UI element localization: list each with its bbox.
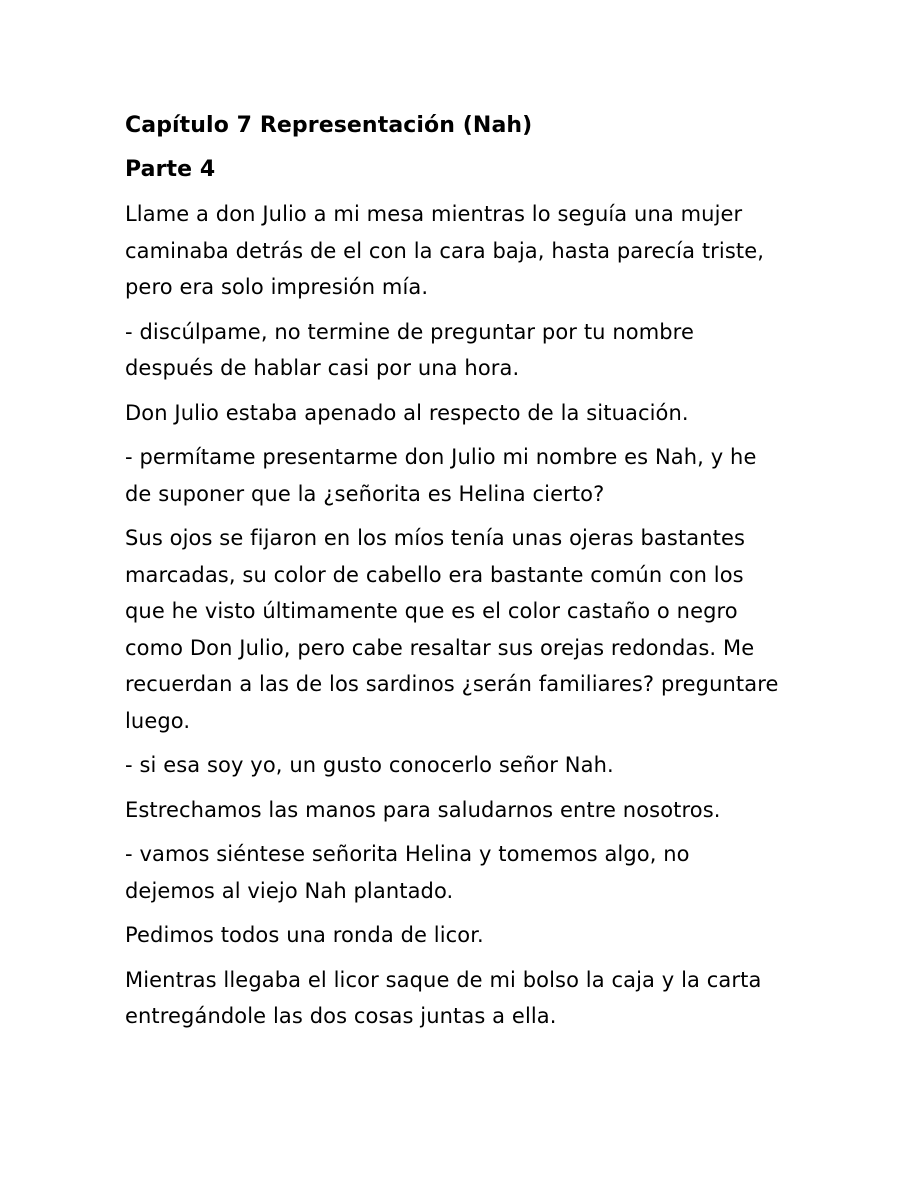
- paragraph: - permítame presentarme don Julio mi nombre es Nah, y he de suponer que la ¿señorita es Helina cierto?: [125, 445, 757, 506]
- chapter-title: Capítulo 7 Representación (Nah): [125, 113, 533, 138]
- part-title: Parte 4: [125, 157, 216, 182]
- paragraph: - vamos siéntese señorita Helina y tomemos algo, no dejemos al viejo Nah plantado.: [125, 842, 690, 903]
- paragraph: Llame a don Julio a mi mesa mientras lo seguía una mujer caminaba detrás de el con la cara baja, hasta parecía triste, pero era solo impresión mía.: [125, 202, 765, 299]
- document-body: [125, 108, 785, 1043]
- paragraph: Pedimos todos una ronda de licor.: [125, 923, 484, 947]
- paragraph: - si esa soy yo, un gusto conocerlo señor Nah.: [125, 753, 614, 777]
- paragraph: - discúlpame, no termine de preguntar por tu nombre después de hablar casi por una hora.: [125, 319, 694, 380]
- paragraph: Estrechamos las manos para saludarnos entre nosotros.: [125, 797, 721, 822]
- paragraph: Sus ojos se fijaron en los míos tenía unas ojeras bastantes marcadas, su color de cabello era bastante común con los que he visto últimamente que es el color castaño o negro como Don Julio, pero cabe resaltar sus orejas redondas. Me recuerdan a las de los sardinos ¿serán familiares? preguntare luego.: [125, 526, 779, 733]
- paragraph: Don Julio estaba apenado al respecto de la situación.: [125, 400, 689, 425]
- paragraph: Mientras llegaba el licor saque de mi bolso la caja y la carta entregándole las dos cosas juntas a ella.: [125, 967, 762, 1028]
